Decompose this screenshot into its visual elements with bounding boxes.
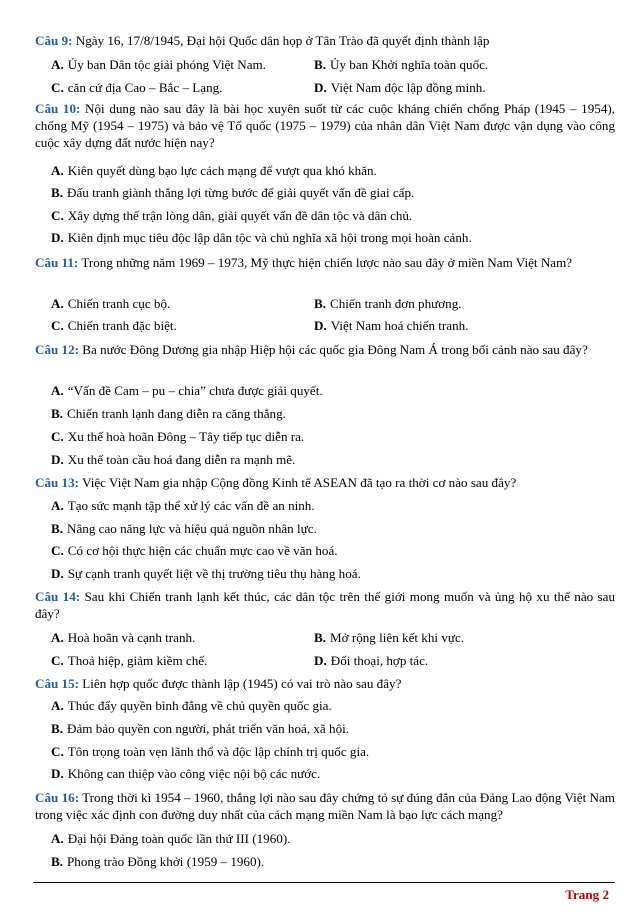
question-number: Câu 11: <box>35 255 79 270</box>
option-a: A. Hoà hoãn và cạnh tranh. <box>51 630 196 645</box>
question-number: Câu 13: <box>35 475 80 490</box>
question-text: Ngày 16, 17/8/1945, Đại hội Quốc dân họp ở Tân Trào đã quyết định thành lập <box>75 33 490 48</box>
option-a: A. Kiên quyết dùng bạo lực cách mạng để vượt qua khó khăn. <box>51 163 377 178</box>
option-b: B. Đấu tranh giành thắng lợi từng bước để giải quyết vấn đề giai cấp. <box>51 185 415 200</box>
question-10 <box>35 100 615 152</box>
question-text: Trong những năm 1969 – 1973, Mỹ thực hiện chiến lược nào sau đây ở miền Nam Việt Nam? <box>81 255 573 270</box>
question-9 <box>35 32 615 49</box>
option-b: B. Phong trào Đồng khởi (1959 – 1960). <box>51 854 265 869</box>
option-d: D. Đối thoại, hợp tác. <box>314 653 429 668</box>
option-b: B. Chiến tranh lạnh đang diễn ra căng thẳng. <box>51 406 286 421</box>
option-d: D. Kiên định mục tiêu độc lập dân tộc và chủ nghĩa xã hội trong mọi hoàn cảnh. <box>51 230 472 245</box>
question-text: Nội dung nào sau đây là bài học xuyên suốt từ các cuộc kháng chiến chống Pháp (1945 – 1954), chống Mỹ (1954 – 1975) và bảo vệ Tổ quốc (1975 – 1979) của nhân dân Việt Nam được vận dụng vào công cuộc xây dựng đất nước hiện nay? <box>35 101 615 151</box>
option-b: B. Mở rộng liên kết khi vực. <box>314 630 465 645</box>
option-a: A. Chiến tranh cục bộ. <box>51 296 171 311</box>
option-a: A. Thúc đẩy quyền bình đẳng về chủ quyền quốc gia. <box>51 698 332 713</box>
question-12 <box>35 341 615 358</box>
question-number: Câu 15: <box>35 676 80 691</box>
question-11 <box>35 254 615 271</box>
option-d: D. Việt Nam độc lập đồng minh. <box>314 80 486 95</box>
option-d: D. Việt Nam hoá chiến tranh. <box>314 318 469 333</box>
question-text: Ba nước Đông Dương gia nhập Hiệp hội các quốc gia Đông Nam Á trong bối cảnh nào sau đây? <box>82 342 588 357</box>
question-15 <box>35 675 615 692</box>
page-number: Trang 2 <box>565 887 609 902</box>
option-c: C. Xây dựng thế trận lòng dân, giải quyết vấn đề dân tộc và dân chủ. <box>51 208 413 223</box>
option-c: C. Có cơ hội thực hiện các chuẩn mực cao về văn hoá. <box>51 543 338 558</box>
option-c: C. Thoả hiệp, giảm kiềm chế. <box>51 653 208 668</box>
option-d: D. Sự cạnh tranh quyết liệt về thị trường tiêu thụ hàng hoá. <box>51 566 361 581</box>
question-number: Câu 16: <box>35 790 80 805</box>
question-13 <box>35 474 615 491</box>
option-c: C. Xu thế hoà hoãn Đông – Tây tiếp tục diễn ra. <box>51 429 305 444</box>
question-text: Liên hợp quốc được thành lập (1945) có vai trò nào sau đây? <box>82 676 402 691</box>
option-b: B. Nâng cao năng lực và hiệu quả nguồn nhân lực. <box>51 521 317 536</box>
question-text: Trong thời kì 1954 – 1960, thắng lợi nào sau đây chứng tỏ sự đúng đắn của Đảng Lao động Việt Nam trong việc xác định con đường duy nhất của cách mạng miền Nam là bạo lực cách mạng? <box>35 790 615 823</box>
question-number: Câu 10: <box>35 101 81 116</box>
question-16 <box>35 789 615 823</box>
question-14 <box>35 588 615 622</box>
footer-divider <box>33 882 615 883</box>
question-text: Việc Việt Nam gia nhập Cộng đồng Kinh tế ASEAN đã tạo ra thời cơ nào sau đây? <box>82 475 517 490</box>
question-number: Câu 14: <box>35 589 81 604</box>
option-a: A. Đại hội Đảng toàn quốc lần thứ III (1960). <box>51 831 291 846</box>
option-c: C. Tôn trọng toàn vẹn lãnh thổ và độc lập chính trị quốc gia. <box>51 744 370 759</box>
option-b: B. Chiến tranh đơn phương. <box>314 296 462 311</box>
option-a: A. “Vấn đề Cam – pu – chia” chưa được giải quyết. <box>51 383 323 398</box>
option-b: B. Ủy ban Khởi nghĩa toàn quốc. <box>314 57 489 72</box>
option-d: D. Không can thiệp vào công việc nội bộ các nước. <box>51 766 321 781</box>
question-text: Sau khi Chiến tranh lạnh kết thúc, các dân tộc trên thế giới mong muốn và ủng hộ xu thế nào sau đây? <box>35 589 616 622</box>
question-number: Câu 9: <box>35 33 73 48</box>
option-d: D. Xu thế toàn cầu hoá đang diễn ra mạnh mẽ. <box>51 452 296 467</box>
option-b: B. Đảm bảo quyền con người, phát triển văn hoá, xã hội. <box>51 721 350 736</box>
option-a: A. Ủy ban Dân tộc giải phóng Việt Nam. <box>51 57 266 72</box>
option-c: C. căn cứ địa Cao – Bắc – Lạng. <box>51 80 223 95</box>
option-a: A. Tạo sức mạnh tập thể xử lý các vấn đề an ninh. <box>51 498 315 513</box>
option-c: C. Chiến tranh đặc biệt. <box>51 318 177 333</box>
question-number: Câu 12: <box>35 342 80 357</box>
